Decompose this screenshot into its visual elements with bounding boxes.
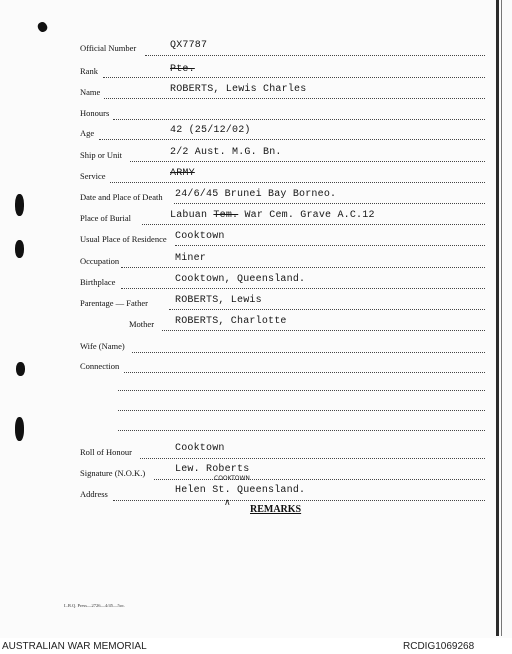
father-label: Parentage — Father bbox=[80, 298, 148, 308]
service-label: Service bbox=[80, 171, 106, 181]
burial-label: Place of Burial bbox=[80, 213, 131, 223]
father-value: ROBERTS, Lewis bbox=[175, 295, 262, 306]
service-value: ARMY bbox=[170, 168, 195, 179]
remarks-heading: REMARKS bbox=[250, 504, 302, 515]
wife-label: Wife (Name) bbox=[80, 341, 125, 351]
ship-or-unit-value: 2/2 Aust. M.G. Bn. bbox=[170, 147, 282, 158]
burial-value bbox=[170, 210, 375, 221]
insertion-caret: ∧ bbox=[224, 497, 231, 507]
roll-of-honour-label: Roll of Honour bbox=[80, 447, 132, 457]
residence-line bbox=[175, 245, 485, 246]
roll-of-honour-line bbox=[140, 458, 485, 459]
rank-label: Rank bbox=[80, 66, 98, 76]
residence-label: Usual Place of Residence bbox=[80, 234, 167, 244]
connection-label: Connection bbox=[80, 361, 120, 371]
roll-of-honour-value: Cooktown bbox=[175, 443, 225, 454]
connection-extra-line bbox=[118, 410, 485, 411]
signature-line bbox=[154, 479, 485, 480]
birthplace-label: Birthplace bbox=[80, 277, 116, 287]
binder-hole-mark bbox=[15, 194, 24, 216]
birthplace-value: Cooktown, Queensland. bbox=[175, 274, 306, 285]
printer-imprint: L.B.Q. Press—2726—4/45—5oc. bbox=[64, 603, 126, 608]
address-label: Address bbox=[80, 489, 108, 499]
rank-line bbox=[103, 77, 485, 78]
ship-or-unit-line bbox=[130, 161, 485, 162]
record-id: RCDIG1069268 bbox=[403, 641, 475, 652]
age-value: 42 (25/12/02) bbox=[170, 125, 251, 136]
residence-value: Cooktown bbox=[175, 231, 225, 242]
age-label: Age bbox=[80, 128, 95, 138]
address-value: Helen St. Queensland. bbox=[175, 485, 306, 496]
father-line bbox=[169, 309, 485, 310]
burial-value-struck: Tem. bbox=[213, 210, 239, 221]
official-number-label: Official Number bbox=[80, 43, 137, 53]
occupation-value: Miner bbox=[175, 253, 207, 264]
service-line bbox=[110, 182, 485, 183]
ship-or-unit-label: Ship or Unit bbox=[80, 150, 123, 160]
binder-hole-mark bbox=[15, 240, 24, 258]
death-line bbox=[174, 203, 485, 204]
binder-hole-mark bbox=[36, 20, 49, 33]
burial-line bbox=[142, 224, 485, 225]
rank-value: Pte. bbox=[170, 64, 195, 75]
binder-hole-mark bbox=[16, 362, 25, 376]
address-handwritten-insert: COOKTOWN bbox=[214, 475, 250, 482]
name-label: Name bbox=[80, 87, 101, 97]
death-value: 24/6/45 Brunei Bay Borneo. bbox=[175, 189, 337, 200]
birthplace-line bbox=[121, 288, 485, 289]
connection-extra-line bbox=[118, 390, 485, 391]
burial-value-part-a: Labuan bbox=[170, 210, 208, 221]
name-value: ROBERTS, Lewis Charles bbox=[170, 84, 307, 95]
address-line bbox=[113, 500, 485, 501]
death-label: Date and Place of Death bbox=[80, 192, 163, 202]
wife-line bbox=[132, 352, 485, 353]
mother-value: ROBERTS, Charlotte bbox=[175, 316, 287, 327]
connection-extra-line bbox=[118, 430, 485, 431]
honours-label: Honours bbox=[80, 108, 110, 118]
page-edge-shadow bbox=[496, 0, 499, 636]
mother-label: Mother bbox=[129, 319, 155, 329]
connection-line bbox=[124, 372, 485, 373]
burial-value-part-b: War Cem. Grave A.C.12 bbox=[244, 210, 375, 221]
occupation-line bbox=[121, 267, 485, 268]
page-edge-line bbox=[501, 0, 502, 636]
archive-credit: AUSTRALIAN WAR MEMORIAL bbox=[2, 641, 147, 652]
signature-value: Lew. Roberts bbox=[175, 464, 250, 475]
mother-line bbox=[162, 330, 485, 331]
occupation-label: Occupation bbox=[80, 256, 120, 266]
official-number-value: QX7787 bbox=[170, 40, 208, 51]
binder-hole-mark bbox=[15, 417, 24, 441]
signature-label: Signature (N.O.K.) bbox=[80, 468, 146, 478]
official-number-line bbox=[145, 55, 485, 56]
honours-line bbox=[113, 119, 485, 120]
age-line bbox=[99, 139, 485, 140]
name-line bbox=[104, 98, 485, 99]
